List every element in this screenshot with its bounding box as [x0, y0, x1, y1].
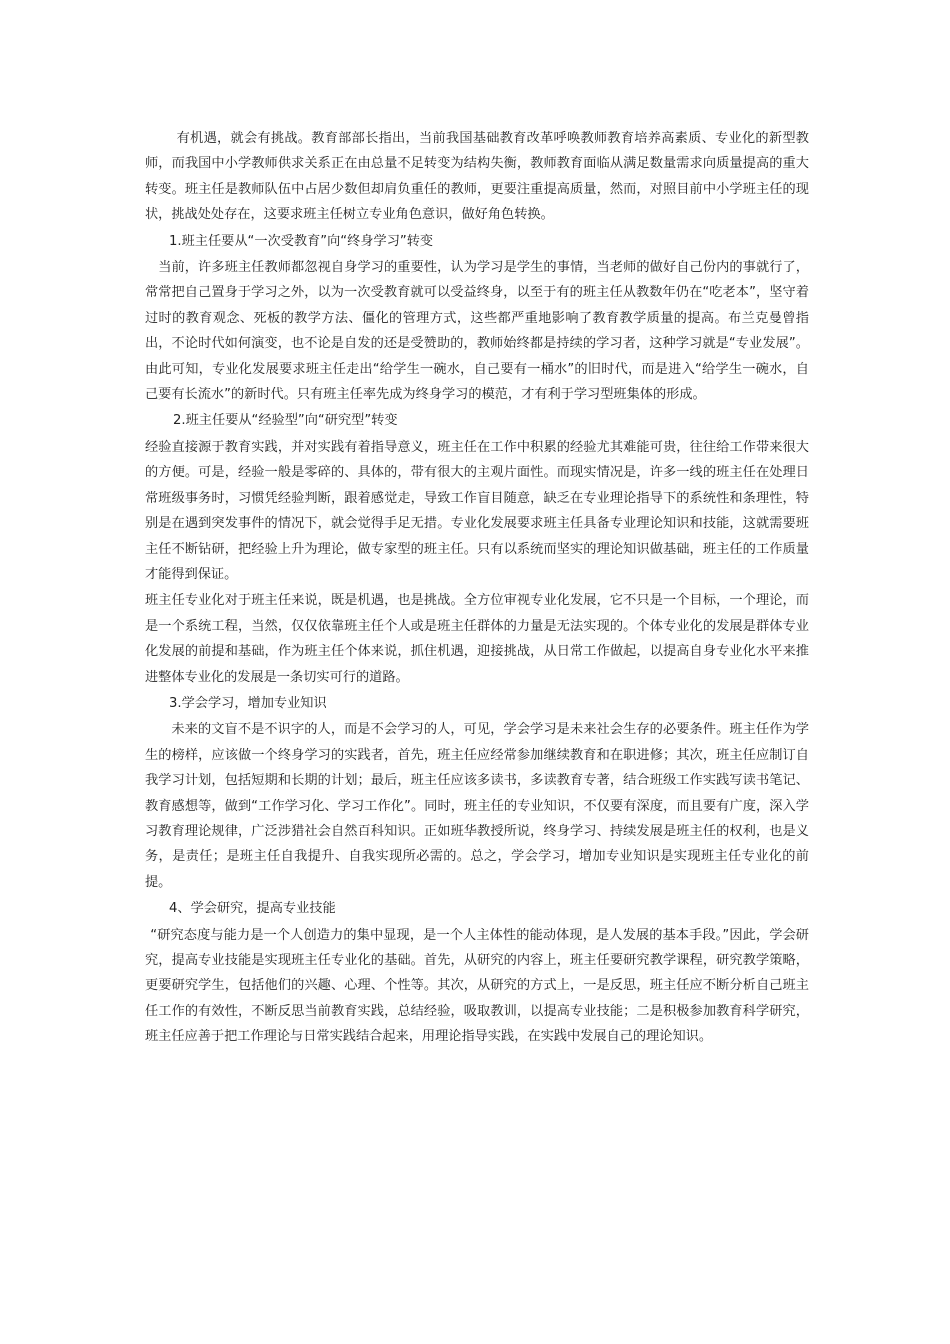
paragraph-learn-to-learn: 未来的文盲不是不识字的人，而是不会学习的人，可见，学会学习是未来社会生存的必要条件。班主任作为学生的榜样，应该做一个终身学习的实践者，首先，班主任应经常参加继续教育和在职进修；其次，班主任应制订自我学习计划，包括短期和长期的计划；最后，班主任应该多读书，多读教育专著，结合班级工作实践写读书笔记、教育感想等，做到“工作学习化、学习工作化”。同时，班主任的专业知识，不仅要有深度，而且要有广度，深入学习教育理论规律，广泛涉猎社会自然百科知识。正如班华教授所说，终身学习、持续发展是班主任的权利，也是义务，是责任；是班主任自我提升、自我实现所必需的。总之，学会学习，增加专业知识是实现班主任专业化的前提。: [145, 722, 809, 890]
section-heading-2: 2.班主任要从“经验型”向“研究型”转变: [173, 413, 398, 429]
section-heading-4: 4、学会研究，提高专业技能: [169, 901, 336, 917]
paragraph-experience-to-research: 经验直接源于教育实践，并对实践有着指导意义，班主任在工作中积累的经验尤其难能可贵，往往给工作带来很大的方便。可是，经验一般是零碎的、具体的，带有很大的主观片面性。而现实情况是，许多一线的班主任在处理日常班级事务时，习惯凭经验判断，跟着感觉走，导致工作盲目随意，缺乏在专业理论指导下的系统性和条理性，特别是在遇到突发事件的情况下，就会觉得手足无措。专业化发展要求班主任具备专业理论知识和技能，这就需要班主任不断钻研，把经验上升为理论，做专家型的班主任。只有以系统而坚实的理论知识做基础，班主任的工作质量才能得到保证。: [145, 439, 809, 582]
paragraph-intro: 有机遇，就会有挑战。教育部部长指出，当前我国基础教育改革呼唤教师教育培养高素质、专业化的新型教师，而我国中小学教师供求关系正在由总量不足转变为结构失衡，教师教育面临从满足数量需求向质量提高的重大转变。班主任是教师队伍中占居少数但却肩负重任的教师，更要注重提高质量，然而，对照目前中小学班主任的现状，挑战处处存在，这要求班主任树立专业角色意识，做好角色转换。: [145, 131, 809, 223]
paragraph-learn-to-research: “研究态度与能力是一个人创造力的集中显现，是一个人主体性的能动体现，是人发展的基本手段。”因此，学会研究，提高专业技能是实现班主任专业化的基础。首先，从研究的内容上，班主任要研究教学课程，研究教学策略，更要研究学生，包括他们的兴趣、心理、个性等。其次，从研究的方式上，一是反思，班主任应不断分析自己班主任工作的有效性，不断反思当前教育实践，总结经验，吸取教训，以提高专业技能；二是积极参加教育科学研究，班主任应善于把工作理论与日常实践结合起来，用理论指导实践，在实践中发展自己的理论知识。: [145, 927, 809, 1045]
section-heading-3: 3.学会学习，增加专业知识: [169, 695, 327, 711]
document-page: [145, 126, 809, 1051]
paragraph-opportunity-challenge: 班主任专业化对于班主任来说，既是机遇，也是挑战。全方位审视专业化发展，它不只是一个目标，一个理论，而是一个系统工程，当然，仅仅依靠班主任个人或是班主任群体的力量是无法实现的。个体专业化的发展是群体专业化发展的前提和基础，作为班主任个体来说，抓住机遇，迎接挑战，从日常工作做起，以提高自身专业化水平来推进整体专业化的发展是一条切实可行的道路。: [145, 593, 809, 685]
section-heading-1: 1.班主任要从“一次受教育”向“终身学习”转变: [169, 233, 434, 249]
paragraph-lifelong-learning: 当前，许多班主任教师都忽视自身学习的重要性，认为学习是学生的事情，当老师的做好自己份内的事就行了，常常把自己置身于学习之外，以为一次受教育就可以受益终身，以至于有的班主任从教数年仍在“吃老本”，坚守着过时的教育观念、死板的教学方法、僵化的管理方式，这些都严重地影响了教育教学质量的提高。布兰克曼曾指出，不论时代如何演变，也不论是自发的还是受赞助的，教师始终都是持续的学习者，这种学习就是“专业发展”。由此可知，专业化发展要求班主任走出“给学生一碗水，自己要有一桶水”的旧时代，而是进入“给学生一碗水，自己要有长流水”的新时代。只有班主任率先成为终身学习的模范，才有利于学习型班集体的形成。: [145, 260, 809, 403]
